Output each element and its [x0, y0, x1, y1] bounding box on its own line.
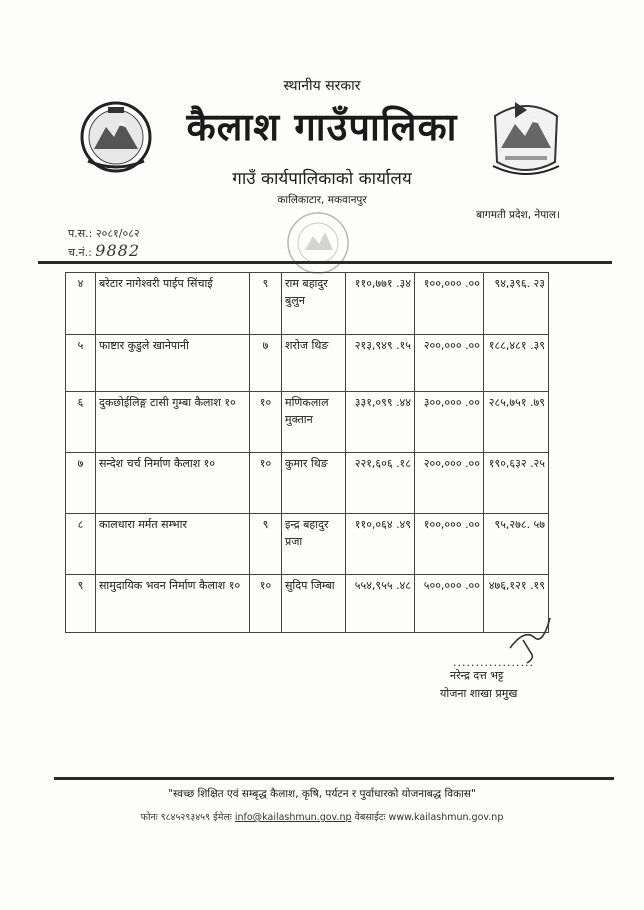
header-divider [38, 261, 612, 264]
row-estimate: ११०,०६४ .४९ [346, 514, 415, 575]
ps-value: २०८१/०८२ [95, 227, 140, 240]
row-expense: ४७६,१२१ .१९ [484, 575, 549, 633]
ps-reference [68, 226, 140, 241]
row-project-name: बरेटार नागेश्वरी पाईप सिंचाई [96, 273, 250, 335]
row-project-name: फाष्टार कुडुले खानेपानी [96, 335, 250, 392]
row-project-name: दुकछोईलिङ्ग टासी गुम्बा कैलाश १० [96, 392, 250, 453]
signatory-name: नरेन्द्र दत्त भट्ट [450, 669, 504, 682]
row-expense: ९४,३९६. २३ [484, 273, 549, 335]
province-text: बागमती प्रदेश, नेपाल। [476, 209, 560, 221]
table-row [66, 335, 549, 392]
row-ward: ९ [250, 514, 282, 575]
ps-label: प.स.: [68, 227, 93, 240]
row-serial: ८ [66, 514, 96, 575]
row-person: इन्द्र बहादुर प्रजा [282, 514, 346, 575]
row-estimate: ११०,७७१ .३४ [346, 273, 415, 335]
row-grant: २००,००० .०० [415, 453, 484, 514]
row-expense: १९०,६३२ .२५ [484, 453, 549, 514]
row-serial: ५ [66, 335, 96, 392]
row-serial: ९ [66, 575, 96, 633]
row-grant: ५००,००० .०० [415, 575, 484, 633]
row-ward: १० [250, 575, 282, 633]
row-expense: २८५,७५१ .७९ [484, 392, 549, 453]
row-estimate: २२१,६०६ .१८ [346, 453, 415, 514]
footer-slogan: "स्वच्छ शिक्षित एवं सम्बृद्ध कैलाश, कृषि, पर्यटन र पुर्वाधारको योजनाबद्ध विकास" [168, 788, 476, 800]
row-person: सुदिप जिम्बा [282, 575, 346, 633]
row-expense: ९५,२७८. ५७ [484, 514, 549, 575]
table-row [66, 392, 549, 453]
row-estimate: २१३,९४९ .१५ [346, 335, 415, 392]
row-serial: ६ [66, 392, 96, 453]
top-line: स्थानीय सरकार [283, 78, 361, 94]
row-expense: १८८,४८१ .३९ [484, 335, 549, 392]
cn-label: च.नं.: [68, 246, 92, 259]
row-grant: १००,००० .०० [415, 514, 484, 575]
row-project-name: सामुदायिक भवन निर्माण कैलाश १० [96, 575, 250, 633]
project-table [65, 272, 549, 633]
row-person: कुमार थिङ [282, 453, 346, 514]
website-label: वेबसाईटः [354, 812, 386, 823]
footer-contact [0, 810, 644, 823]
row-serial: ४ [66, 273, 96, 335]
footer-divider [54, 777, 614, 780]
signature-dots: .................. [453, 656, 534, 669]
row-grant: २००,००० .०० [415, 335, 484, 392]
row-grant: ३००,००० .०० [415, 392, 484, 453]
row-person: मणिकलाल मुक्तान [282, 392, 346, 453]
row-person: राम बहादुर बुलुन [282, 273, 346, 335]
office-subtitle: गाउँ कार्यपालिकाको कार्यालय [232, 169, 412, 189]
office-address: कालिकाटार, मकवानपुर [277, 194, 367, 206]
table-row [66, 514, 549, 575]
email-label: ईमेलः [213, 812, 232, 823]
signatory-title: योजना शाखा प्रमुख [440, 687, 518, 700]
email-link[interactable]: info@kailashmun.gov.np [234, 812, 352, 823]
office-seal-icon [285, 210, 351, 280]
row-project-name: सन्देश चर्च निर्माण कैलाश १० [96, 453, 250, 514]
row-grant: १००,००० .०० [415, 273, 484, 335]
row-estimate: ३३१,०९९ .४४ [346, 392, 415, 453]
phone-label: फोनः [140, 812, 158, 823]
cn-reference [68, 241, 140, 260]
row-ward: ९ [250, 273, 282, 335]
row-person: शरोज थिङ [282, 335, 346, 392]
website-link[interactable]: www.kailashmun.gov.np [388, 812, 504, 823]
row-project-name: कालधारा मर्मत सम्भार [96, 514, 250, 575]
table-row [66, 273, 549, 335]
table-row [66, 575, 549, 633]
row-ward: १० [250, 453, 282, 514]
row-serial: ७ [66, 453, 96, 514]
cn-value: 9882 [95, 241, 141, 260]
table-row [66, 453, 549, 514]
phone-number: ९८४५२९३४५९ [160, 812, 211, 823]
page-title: कैलाश गाउँपालिका [186, 105, 458, 149]
row-ward: १० [250, 392, 282, 453]
row-ward: ७ [250, 335, 282, 392]
row-estimate: ५५४,९५५ .४८ [346, 575, 415, 633]
